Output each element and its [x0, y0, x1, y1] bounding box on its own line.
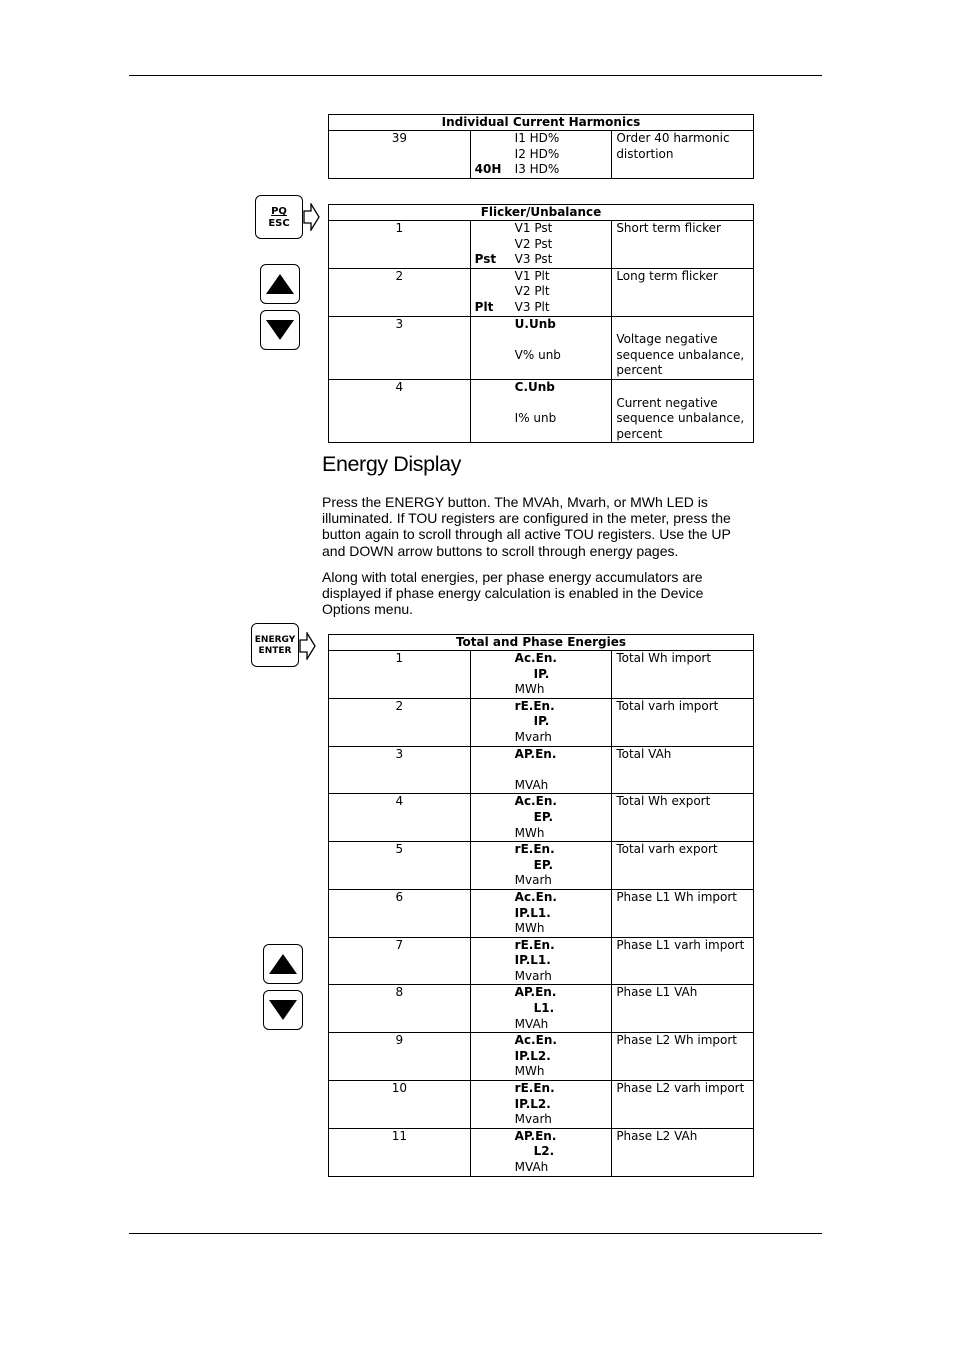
display-line: [475, 332, 612, 348]
display-line: [475, 778, 612, 794]
description-text: Phase L2 Wh import: [616, 1033, 737, 1048]
display-label-spacer: [475, 842, 515, 858]
display-line: [475, 794, 612, 810]
display-label-spacer: [475, 873, 515, 889]
display-label-spacer: [475, 826, 515, 842]
description-text: Total varh export: [616, 842, 718, 857]
display-label: [475, 411, 515, 427]
description-text: Phase L1 VAh: [616, 985, 698, 1000]
flicker-table: [328, 204, 754, 443]
display-label-spacer: [475, 1144, 515, 1160]
display-line: [475, 300, 612, 316]
display-label-spacer: [475, 778, 515, 794]
display-label-spacer: [475, 667, 515, 683]
description-text: Phase L1 Wh import: [616, 889, 737, 904]
table-row: [329, 379, 754, 442]
display-line: [475, 985, 612, 1001]
paragraph-1: Press the ENERGY button. The MVAh, Mvarh, or MWh LED is illuminated. If TOU registers are configured in the meter, press the button again to scroll through all active TOU registers. Use the UP and DOWN arrow buttons to scroll through energy pages.: [322, 494, 731, 559]
display-label-spacer: [475, 1001, 515, 1017]
down-arrow-button[interactable]: [260, 310, 300, 350]
display-label-spacer: [475, 953, 515, 969]
row-number: 9: [329, 1033, 471, 1081]
row-number: 1: [329, 651, 471, 699]
display-value: rE.En.: [514, 698, 555, 713]
display-value: rE.En.: [514, 842, 555, 857]
display-line: [475, 237, 612, 253]
display-line: [475, 714, 612, 730]
triangle-down-icon: [267, 994, 299, 1026]
description-cell: [612, 794, 754, 842]
esc-label: ESC: [268, 218, 290, 229]
display-value: I2 HD%: [514, 146, 560, 161]
harmonics-table: [328, 114, 754, 179]
display-value: MWh: [514, 682, 545, 697]
description-text: Total varh import: [616, 698, 719, 713]
display-line: [475, 762, 612, 778]
display-line: [475, 1129, 612, 1145]
display-line: [475, 1097, 612, 1113]
display-value: Ac.En.: [514, 889, 557, 904]
display-label: [475, 380, 515, 396]
display-value: V% unb: [514, 347, 561, 362]
display-label-spacer: [475, 747, 515, 763]
display-label-spacer: [475, 651, 515, 667]
row-number: 6: [329, 889, 471, 937]
energy-table-title: Total and Phase Energies: [329, 635, 754, 651]
display-label: [475, 131, 515, 147]
display-cell: [470, 1128, 612, 1176]
display-label: [475, 332, 515, 348]
display-line: [475, 1160, 612, 1176]
display-line: [475, 284, 612, 300]
display-label: 40H: [474, 162, 502, 177]
display-cell: [470, 937, 612, 985]
energy-label: ENERGY: [254, 635, 296, 645]
display-value: C.Unb: [514, 379, 555, 394]
display-cell: [470, 131, 612, 179]
display-line: [475, 730, 612, 746]
display-label-spacer: [475, 906, 515, 922]
table-row: [329, 651, 754, 699]
table-row: [329, 221, 754, 269]
display-label-spacer: [475, 985, 515, 1001]
display-value: I1 HD%: [514, 131, 560, 145]
table-row: [329, 1128, 754, 1176]
display-cell: [470, 842, 612, 890]
display-line: [475, 906, 612, 922]
footer-rule: [129, 1233, 822, 1234]
display-label: [475, 269, 515, 285]
display-value: AP.En.: [514, 985, 557, 1000]
display-value: L1.: [533, 1001, 555, 1016]
row-number: 11: [329, 1128, 471, 1176]
row-number: 8: [329, 985, 471, 1033]
display-line: [475, 252, 612, 268]
down-arrow-button[interactable]: [263, 990, 303, 1030]
display-line: [475, 873, 612, 889]
triangle-up-icon: [264, 268, 296, 300]
display-value: IP.L1.: [514, 953, 551, 968]
display-value: MWh: [514, 825, 545, 840]
display-label-spacer: [475, 714, 515, 730]
display-cell: [470, 316, 612, 379]
display-line: [475, 651, 612, 667]
description-text: Long term flicker: [616, 268, 718, 283]
display-line: [475, 810, 612, 826]
display-line: [475, 1064, 612, 1080]
display-label-spacer: [475, 682, 515, 698]
description-text: Phase L2 VAh: [616, 1128, 698, 1143]
display-value: V2 Plt: [514, 284, 550, 299]
display-value: Mvarh: [514, 1112, 552, 1127]
display-line: [475, 682, 612, 698]
display-value: rE.En.: [514, 937, 555, 952]
display-line: [475, 938, 612, 954]
display-label-spacer: [475, 699, 515, 715]
display-line: [475, 969, 612, 985]
display-label: [475, 237, 515, 253]
display-label-spacer: [475, 1081, 515, 1097]
row-number: 4: [329, 379, 471, 442]
display-value: V1 Pst: [514, 221, 553, 235]
description-text: Voltage negative sequence unbalance, percent: [616, 332, 745, 378]
description-text: Phase L1 varh import: [616, 937, 745, 952]
display-line: [475, 953, 612, 969]
display-value: AP.En.: [514, 746, 557, 761]
description-text: Total VAh: [616, 746, 672, 761]
display-value: IP.L2.: [514, 1048, 551, 1063]
description-cell: [612, 985, 754, 1033]
display-line: [475, 842, 612, 858]
row-number: 5: [329, 842, 471, 890]
display-value: IP.L1.: [514, 905, 551, 920]
display-line: [475, 411, 612, 427]
display-value: Mvarh: [514, 873, 552, 888]
description-cell: [612, 698, 754, 746]
pq-esc-button[interactable]: [255, 195, 303, 239]
description-cell: [612, 221, 754, 269]
display-value: I3 HD%: [514, 162, 560, 177]
description-cell: [612, 746, 754, 794]
description-cell: [612, 316, 754, 379]
description-cell: [612, 1033, 754, 1081]
display-label-spacer: [475, 810, 515, 826]
display-line: [475, 890, 612, 906]
display-line: [475, 1112, 612, 1128]
display-value: Ac.En.: [514, 651, 557, 665]
description-cell: [612, 889, 754, 937]
paragraph-2: Along with total energies, per phase energy accumulators are displayed if phase energy calculation is enabled in the Device Options menu.: [322, 569, 704, 618]
display-label-spacer: [475, 1160, 515, 1176]
header-rule: [129, 75, 822, 76]
table-row: [329, 1081, 754, 1129]
display-value: V2 Pst: [514, 236, 553, 251]
up-arrow-button[interactable]: [260, 264, 300, 304]
display-value: rE.En.: [514, 1081, 555, 1096]
section-heading: Energy Display: [322, 452, 461, 476]
description-cell: [612, 1128, 754, 1176]
display-label: [475, 284, 515, 300]
display-cell: [470, 746, 612, 794]
triangle-down-icon: [264, 314, 296, 346]
row-number: 1: [329, 221, 471, 269]
display-line: [475, 1001, 612, 1017]
display-label: [475, 348, 515, 364]
description-cell: [612, 268, 754, 316]
table-row: [329, 842, 754, 890]
display-value: Ac.En.: [514, 794, 557, 809]
display-line: [475, 1049, 612, 1065]
display-label-spacer: [475, 1064, 515, 1080]
display-line: [475, 667, 612, 683]
description-text: Phase L2 varh import: [616, 1081, 745, 1096]
display-line: [475, 1017, 612, 1033]
display-value: I% unb: [514, 411, 557, 426]
table-row: [329, 794, 754, 842]
display-label: [475, 396, 515, 412]
description-text: Order 40 harmonic distortion: [616, 131, 730, 161]
table-row: [329, 985, 754, 1033]
display-label-spacer: [475, 1097, 515, 1113]
display-line: [475, 747, 612, 763]
display-value: U.Unb: [514, 316, 556, 331]
display-label-spacer: [475, 762, 515, 778]
display-value: EP.: [533, 809, 554, 824]
display-cell: [470, 889, 612, 937]
energy-table: [328, 634, 754, 1177]
display-cell: [470, 698, 612, 746]
display-line: [475, 348, 612, 364]
table-row: [329, 937, 754, 985]
display-value: Mvarh: [514, 968, 552, 983]
row-number: 7: [329, 937, 471, 985]
table-row: [329, 131, 754, 179]
display-cell: [470, 794, 612, 842]
row-number: 4: [329, 794, 471, 842]
description-cell: [612, 842, 754, 890]
display-line: [475, 269, 612, 285]
display-label-spacer: [475, 938, 515, 954]
energy-enter-button[interactable]: [251, 623, 299, 667]
row-number: 2: [329, 698, 471, 746]
display-label: Pst: [474, 252, 497, 267]
up-arrow-button[interactable]: [263, 944, 303, 984]
table-row: [329, 268, 754, 316]
display-label-spacer: [475, 1017, 515, 1033]
display-label: Plt: [474, 299, 494, 314]
display-label-spacer: [475, 921, 515, 937]
table-row: [329, 698, 754, 746]
description-text: Short term flicker: [616, 221, 721, 235]
display-value: IP.: [533, 714, 550, 729]
table-row: [329, 1033, 754, 1081]
enter-label: ENTER: [258, 646, 292, 656]
display-label: [475, 317, 515, 333]
display-line: [475, 826, 612, 842]
display-cell: [470, 268, 612, 316]
display-line: [475, 921, 612, 937]
pq-label: PQ: [271, 206, 287, 217]
flicker-table-title: Flicker/Unbalance: [329, 205, 754, 221]
row-number: 10: [329, 1081, 471, 1129]
display-value: Ac.En.: [514, 1033, 557, 1048]
display-line: [475, 1081, 612, 1097]
display-line: [475, 699, 612, 715]
display-label: [475, 221, 515, 237]
display-label-spacer: [475, 1129, 515, 1145]
display-label-spacer: [475, 1112, 515, 1128]
display-value: L2.: [533, 1144, 555, 1159]
display-value: AP.En.: [514, 1128, 557, 1143]
display-cell: [470, 1081, 612, 1129]
display-value: V3 Plt: [514, 299, 550, 314]
description-cell: [612, 379, 754, 442]
description-cell: [612, 651, 754, 699]
display-value: V1 Plt: [514, 268, 550, 283]
display-line: [475, 396, 612, 412]
triangle-up-icon: [267, 948, 299, 980]
display-cell: [470, 1033, 612, 1081]
display-label: [475, 147, 515, 163]
display-value: MWh: [514, 921, 545, 936]
display-value: IP.: [533, 666, 550, 681]
display-cell: [470, 379, 612, 442]
display-line: [475, 147, 612, 163]
display-value: EP.: [533, 857, 554, 872]
display-line: [475, 221, 612, 237]
display-value: Mvarh: [514, 729, 552, 744]
arrow-right-icon: [303, 203, 320, 231]
display-value: MVAh: [514, 1160, 549, 1174]
table-row: [329, 889, 754, 937]
description-text: Total Wh import: [616, 651, 712, 665]
row-number: 3: [329, 746, 471, 794]
harmonics-table-title: Individual Current Harmonics: [329, 115, 754, 131]
display-line: [475, 131, 612, 147]
display-line: [475, 1144, 612, 1160]
display-label-spacer: [475, 794, 515, 810]
table-row: [329, 746, 754, 794]
display-line: [475, 380, 612, 396]
description-cell: [612, 131, 754, 179]
display-cell: [470, 985, 612, 1033]
arrow-right-icon: [299, 632, 316, 660]
description-text: Total Wh export: [616, 794, 711, 809]
description-text: Current negative sequence unbalance, percent: [616, 395, 745, 441]
display-value: IP.L2.: [514, 1096, 551, 1111]
row-number: 39: [329, 131, 471, 179]
description-cell: [612, 937, 754, 985]
display-value: V3 Pst: [514, 252, 553, 267]
display-line: [475, 1033, 612, 1049]
display-label-spacer: [475, 890, 515, 906]
display-cell: [470, 221, 612, 269]
display-label-spacer: [475, 858, 515, 874]
display-cell: [470, 651, 612, 699]
display-label-spacer: [475, 1033, 515, 1049]
display-label-spacer: [475, 1049, 515, 1065]
row-number: 2: [329, 268, 471, 316]
row-number: 3: [329, 316, 471, 379]
display-line: [475, 317, 612, 333]
display-label-spacer: [475, 969, 515, 985]
display-value: MVAh: [514, 1016, 549, 1031]
display-line: [475, 162, 612, 178]
description-cell: [612, 1081, 754, 1129]
display-value: MVAh: [514, 777, 549, 792]
display-label-spacer: [475, 730, 515, 746]
display-line: [475, 858, 612, 874]
table-row: [329, 316, 754, 379]
display-value: MWh: [514, 1064, 545, 1079]
